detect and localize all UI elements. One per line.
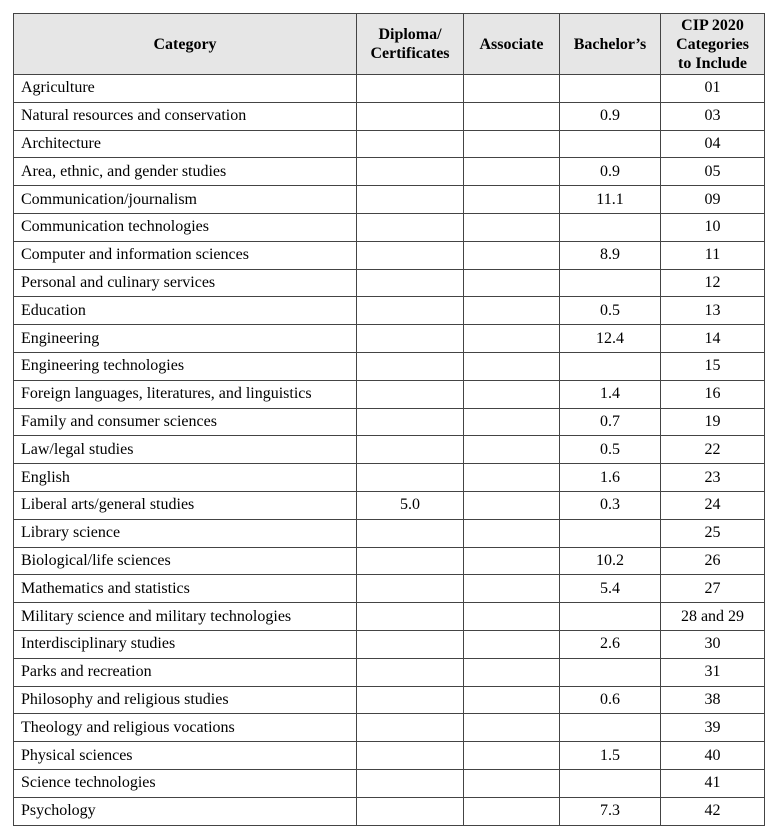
cell-associate xyxy=(464,769,560,797)
cell-cip: 42 xyxy=(661,797,765,825)
cell-cip: 41 xyxy=(661,769,765,797)
cell-cip: 28 and 29 xyxy=(661,603,765,631)
header-row xyxy=(14,14,765,75)
cell-diploma xyxy=(357,686,464,714)
cell-category: Architecture xyxy=(14,130,357,158)
header-cip: CIP 2020 Categories to Include xyxy=(661,14,765,75)
cell-diploma xyxy=(357,213,464,241)
table-row xyxy=(14,241,765,269)
table-row xyxy=(14,575,765,603)
cell-diploma xyxy=(357,380,464,408)
cell-cip: 01 xyxy=(661,75,765,103)
header-category: Category xyxy=(14,14,357,75)
cell-category: Education xyxy=(14,297,357,325)
cell-cip: 30 xyxy=(661,630,765,658)
cell-cip: 15 xyxy=(661,352,765,380)
cell-diploma xyxy=(357,742,464,770)
cell-associate xyxy=(464,241,560,269)
table-row xyxy=(14,269,765,297)
cell-diploma xyxy=(357,464,464,492)
cell-associate xyxy=(464,630,560,658)
cell-bachelors: 8.9 xyxy=(560,241,661,269)
cell-diploma xyxy=(357,186,464,214)
cell-associate xyxy=(464,380,560,408)
cell-bachelors: 1.4 xyxy=(560,380,661,408)
cell-diploma xyxy=(357,241,464,269)
cell-diploma xyxy=(357,603,464,631)
table-row xyxy=(14,380,765,408)
cell-category: English xyxy=(14,464,357,492)
table-row xyxy=(14,325,765,353)
cell-bachelors xyxy=(560,213,661,241)
cell-cip: 04 xyxy=(661,130,765,158)
cell-cip: 39 xyxy=(661,714,765,742)
cell-cip: 31 xyxy=(661,658,765,686)
data-table xyxy=(13,13,765,826)
cell-cip: 16 xyxy=(661,380,765,408)
cell-category: Computer and information sciences xyxy=(14,241,357,269)
cell-bachelors: 0.9 xyxy=(560,158,661,186)
cell-bachelors: 0.3 xyxy=(560,491,661,519)
cell-bachelors: 0.9 xyxy=(560,102,661,130)
cell-diploma xyxy=(357,130,464,158)
table-row xyxy=(14,436,765,464)
cell-bachelors: 1.6 xyxy=(560,464,661,492)
cell-diploma xyxy=(357,519,464,547)
cell-diploma xyxy=(357,630,464,658)
table-row xyxy=(14,797,765,825)
table-row xyxy=(14,658,765,686)
table-row xyxy=(14,464,765,492)
cell-bachelors: 1.5 xyxy=(560,742,661,770)
cell-bachelors: 11.1 xyxy=(560,186,661,214)
cell-category: Philosophy and religious studies xyxy=(14,686,357,714)
header-associate: Associate xyxy=(464,14,560,75)
cell-category: Physical sciences xyxy=(14,742,357,770)
cell-category: Mathematics and statistics xyxy=(14,575,357,603)
cell-diploma xyxy=(357,325,464,353)
cell-cip: 09 xyxy=(661,186,765,214)
cell-associate xyxy=(464,269,560,297)
cell-associate xyxy=(464,464,560,492)
cell-associate xyxy=(464,575,560,603)
cell-category: Family and consumer sciences xyxy=(14,408,357,436)
cell-category: Agriculture xyxy=(14,75,357,103)
cell-bachelors: 2.6 xyxy=(560,630,661,658)
cell-bachelors: 0.6 xyxy=(560,686,661,714)
cell-category: Engineering technologies xyxy=(14,352,357,380)
table-row xyxy=(14,714,765,742)
cell-diploma xyxy=(357,575,464,603)
cell-diploma xyxy=(357,269,464,297)
table-row xyxy=(14,186,765,214)
header-diploma: Diploma/ Certificates xyxy=(357,14,464,75)
cell-associate xyxy=(464,547,560,575)
cell-bachelors xyxy=(560,519,661,547)
cell-associate xyxy=(464,75,560,103)
cell-cip: 03 xyxy=(661,102,765,130)
cell-diploma xyxy=(357,436,464,464)
table-row xyxy=(14,297,765,325)
table-row xyxy=(14,742,765,770)
cell-bachelors: 10.2 xyxy=(560,547,661,575)
table-row xyxy=(14,408,765,436)
cell-bachelors xyxy=(560,658,661,686)
table-row xyxy=(14,686,765,714)
table-row xyxy=(14,213,765,241)
table-row xyxy=(14,102,765,130)
cell-cip: 24 xyxy=(661,491,765,519)
cell-cip: 12 xyxy=(661,269,765,297)
table-row xyxy=(14,547,765,575)
cell-category: Military science and military technologies xyxy=(14,603,357,631)
table-row xyxy=(14,491,765,519)
cell-associate xyxy=(464,491,560,519)
cell-associate xyxy=(464,325,560,353)
cell-category: Area, ethnic, and gender studies xyxy=(14,158,357,186)
cell-diploma xyxy=(357,75,464,103)
cell-diploma xyxy=(357,408,464,436)
cell-category: Biological/life sciences xyxy=(14,547,357,575)
cell-diploma xyxy=(357,769,464,797)
cell-associate xyxy=(464,213,560,241)
cell-bachelors xyxy=(560,75,661,103)
cell-associate xyxy=(464,408,560,436)
cell-associate xyxy=(464,297,560,325)
cell-cip: 25 xyxy=(661,519,765,547)
cell-category: Parks and recreation xyxy=(14,658,357,686)
cell-associate xyxy=(464,130,560,158)
table-row xyxy=(14,519,765,547)
cell-bachelors: 12.4 xyxy=(560,325,661,353)
cell-cip: 22 xyxy=(661,436,765,464)
cell-category: Liberal arts/general studies xyxy=(14,491,357,519)
cell-diploma xyxy=(357,714,464,742)
cell-diploma xyxy=(357,352,464,380)
cell-category: Theology and religious vocations xyxy=(14,714,357,742)
cell-category: Science technologies xyxy=(14,769,357,797)
cell-cip: 19 xyxy=(661,408,765,436)
cell-associate xyxy=(464,352,560,380)
cell-associate xyxy=(464,797,560,825)
cell-cip: 38 xyxy=(661,686,765,714)
cell-category: Engineering xyxy=(14,325,357,353)
cell-cip: 14 xyxy=(661,325,765,353)
header-bachelors: Bachelor’s xyxy=(560,14,661,75)
cell-diploma xyxy=(357,797,464,825)
cell-associate xyxy=(464,714,560,742)
cell-bachelors xyxy=(560,130,661,158)
cell-cip: 11 xyxy=(661,241,765,269)
cell-bachelors: 0.5 xyxy=(560,297,661,325)
cell-category: Law/legal studies xyxy=(14,436,357,464)
cell-category: Communication/journalism xyxy=(14,186,357,214)
cell-diploma xyxy=(357,102,464,130)
table-row xyxy=(14,158,765,186)
cell-cip: 05 xyxy=(661,158,765,186)
cell-cip: 23 xyxy=(661,464,765,492)
cell-category: Personal and culinary services xyxy=(14,269,357,297)
cell-diploma xyxy=(357,658,464,686)
cell-bachelors: 7.3 xyxy=(560,797,661,825)
cell-associate xyxy=(464,686,560,714)
cell-bachelors xyxy=(560,603,661,631)
cell-category: Psychology xyxy=(14,797,357,825)
table-body xyxy=(14,75,765,826)
table-row xyxy=(14,630,765,658)
table-row xyxy=(14,352,765,380)
table-row xyxy=(14,130,765,158)
table-row xyxy=(14,769,765,797)
table-row xyxy=(14,75,765,103)
cell-diploma xyxy=(357,158,464,186)
table-row xyxy=(14,603,765,631)
cell-associate xyxy=(464,658,560,686)
cell-category: Natural resources and conservation xyxy=(14,102,357,130)
cell-category: Foreign languages, literatures, and linguistics xyxy=(14,380,357,408)
cell-category: Communication technologies xyxy=(14,213,357,241)
cell-associate xyxy=(464,742,560,770)
cell-diploma xyxy=(357,547,464,575)
cell-cip: 10 xyxy=(661,213,765,241)
cell-cip: 13 xyxy=(661,297,765,325)
cell-bachelors xyxy=(560,714,661,742)
cell-bachelors: 0.5 xyxy=(560,436,661,464)
cell-bachelors xyxy=(560,352,661,380)
cell-diploma xyxy=(357,297,464,325)
cell-category: Library science xyxy=(14,519,357,547)
cell-associate xyxy=(464,102,560,130)
cell-bachelors xyxy=(560,769,661,797)
cell-bachelors: 0.7 xyxy=(560,408,661,436)
cell-associate xyxy=(464,519,560,547)
cell-diploma: 5.0 xyxy=(357,491,464,519)
cell-associate xyxy=(464,158,560,186)
cell-associate xyxy=(464,436,560,464)
cell-category: Interdisciplinary studies xyxy=(14,630,357,658)
cell-bachelors xyxy=(560,269,661,297)
cell-associate xyxy=(464,186,560,214)
cell-cip: 40 xyxy=(661,742,765,770)
cell-associate xyxy=(464,603,560,631)
cell-bachelors: 5.4 xyxy=(560,575,661,603)
cell-cip: 26 xyxy=(661,547,765,575)
cell-cip: 27 xyxy=(661,575,765,603)
